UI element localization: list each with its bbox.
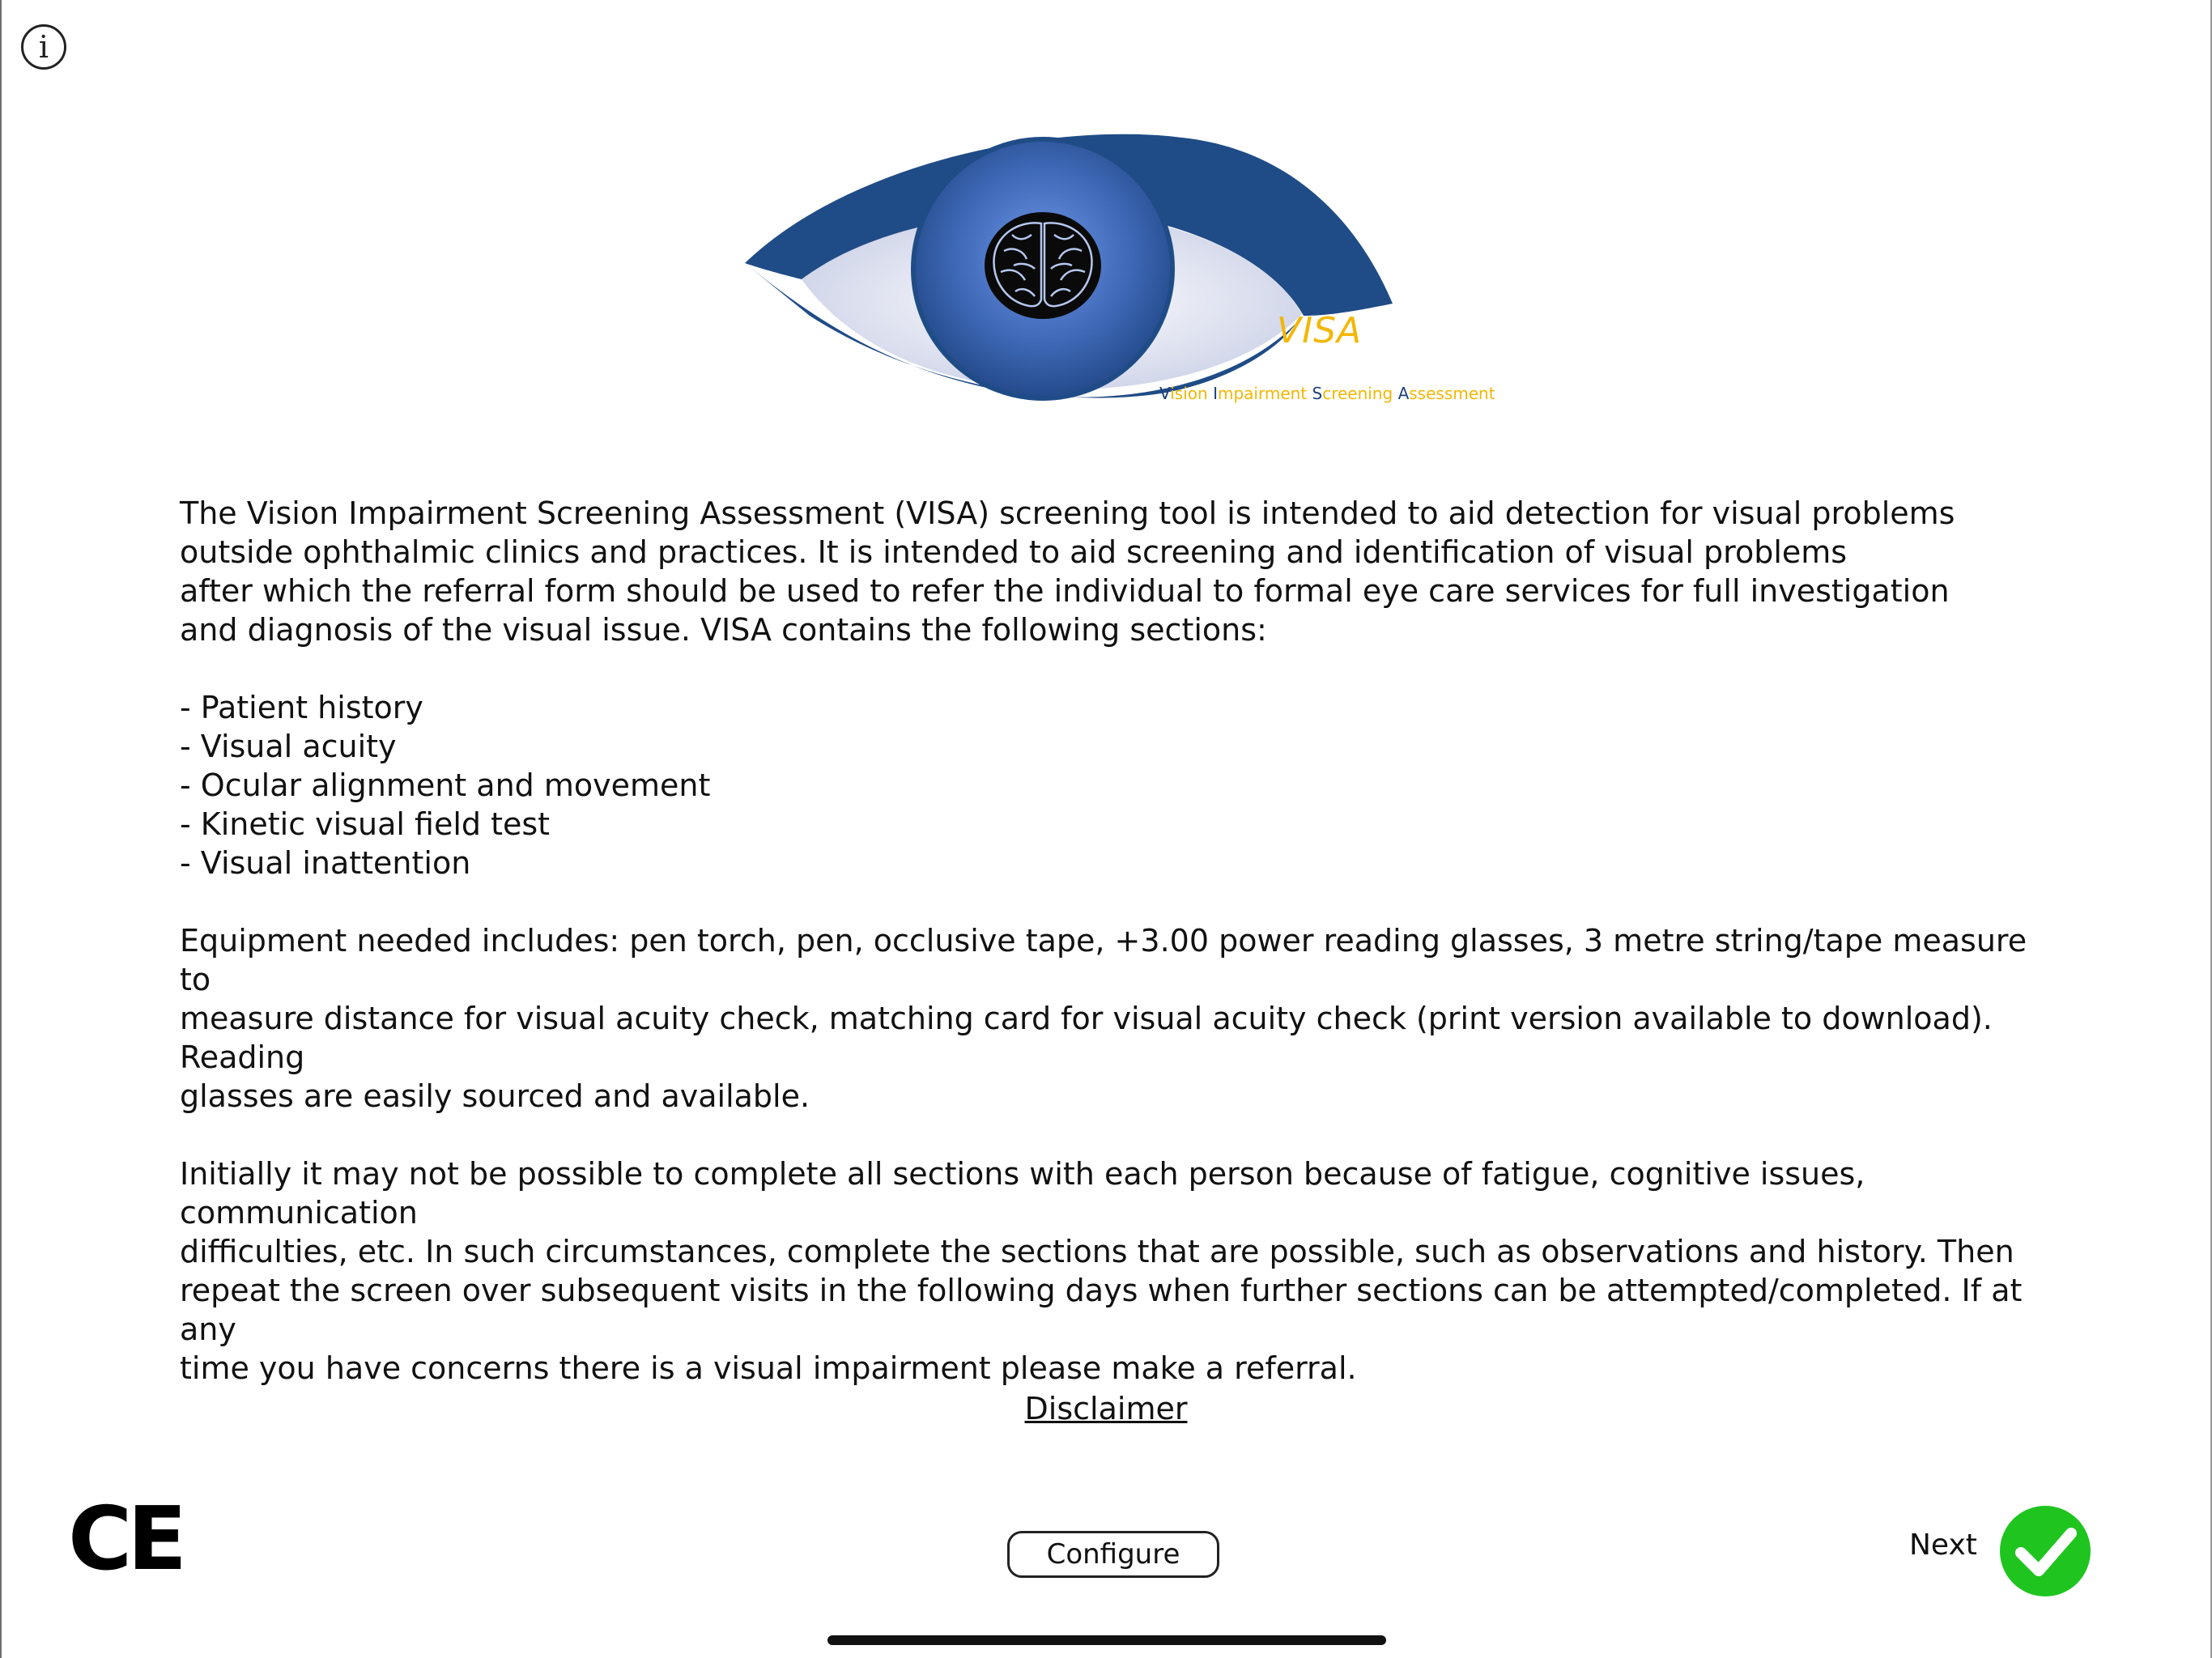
configure-button[interactable]: Configure	[1007, 1531, 1219, 1578]
list-item: - Ocular alignment and movement	[180, 767, 711, 803]
ce-mark: CE	[68, 1489, 183, 1590]
logo-title: VISA	[1277, 310, 1363, 351]
list-item: - Visual inattention	[180, 845, 471, 881]
intro-content	[180, 494, 2042, 1426]
home-indicator[interactable]	[827, 1635, 1386, 1645]
disclaimer-row	[0, 1391, 2212, 1426]
logo-subtitle-cap: I	[1213, 384, 1218, 403]
logo-subtitle-cap: A	[1397, 384, 1410, 403]
info-button[interactable]	[21, 24, 66, 70]
logo-subtitle-rest: creening	[1322, 384, 1398, 403]
logo-subtitle-rest: ision	[1170, 384, 1214, 403]
guidance-paragraph: Initially it may not be possible to complete all sections with each person because of fatigue, cognitive issues, communication difficulties, etc. In such circumstances, complete the sections that are possible, such as observations and history. Then repeat the screen over subsequent visits in the following days when further sections can be attempted/completed. If at any time you have concerns there is a visual impairment please make a referral.	[180, 1156, 2023, 1386]
next-label[interactable]: Next	[1909, 1528, 1977, 1562]
logo-subtitle	[1159, 384, 1495, 403]
next-button-circle	[2000, 1506, 2091, 1596]
equipment-paragraph: Equipment needed includes: pen torch, pen, occlusive tape, +3.00 power reading glasses, 3 metre string/tape measure to measure distance for visual acuity check, matching card for visual acuity check (print version available to download). Reading glasses are easily sourced and available.	[180, 923, 2027, 1114]
info-icon: i	[38, 29, 49, 65]
list-item: - Visual acuity	[180, 729, 397, 764]
intro-paragraph: The Vision Impairment Screening Assessment (VISA) screening tool is intended to aid detection for visual problems outside ophthalmic clinics and practices. It is intended to aid screening and identification of visual problems after which the referral form should be used to refer the individual to formal eye care services for full investigation and diagnosis of the visual issue. VISA contains the following sections:	[180, 495, 1955, 648]
logo-subtitle-cap: V	[1159, 384, 1171, 403]
sections-list	[180, 688, 2042, 882]
disclaimer-link[interactable]: Disclaimer	[1024, 1391, 1188, 1426]
logo-subtitle-cap: S	[1312, 384, 1323, 403]
logo-subtitle-rest: ssessment	[1409, 384, 1495, 403]
next-button[interactable]	[1998, 1504, 2092, 1598]
list-item: - Patient history	[180, 690, 423, 725]
logo-subtitle-rest: mpairment	[1217, 384, 1312, 403]
eye-pupil	[985, 212, 1101, 319]
list-item: - Kinetic visual field test	[180, 806, 551, 842]
